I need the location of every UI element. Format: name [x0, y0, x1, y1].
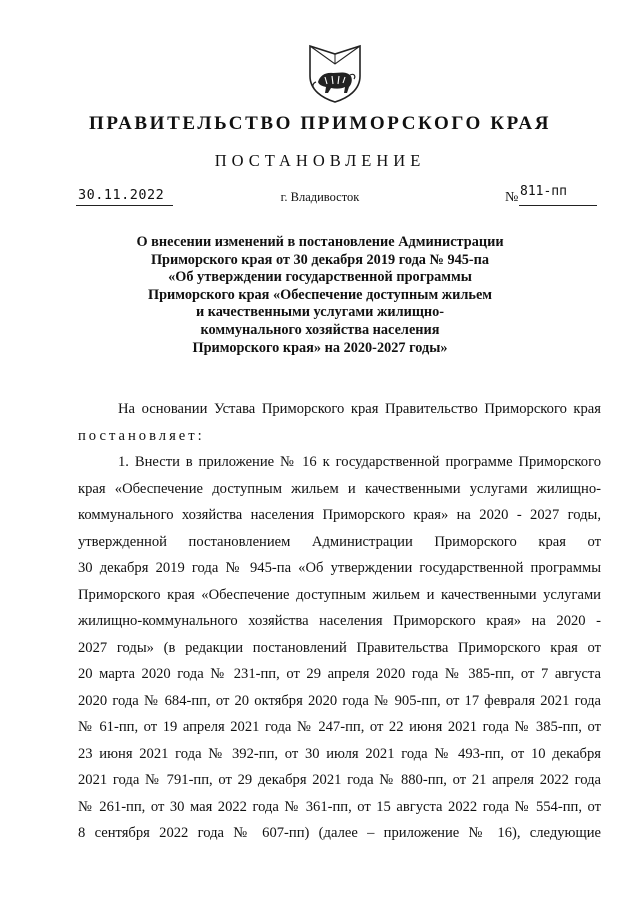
item1-line: 20 марта 2020 года № 231-пп, от 29 апреля 2020 года № 385-пп, от 7 августа	[78, 666, 601, 682]
coat-of-arms-emblem	[306, 42, 364, 104]
document-number: 811-пп	[520, 184, 567, 199]
subject-line: коммунального хозяйства населения	[200, 321, 440, 338]
item1-line: 30 декабря 2019 года № 945-па «Об утверждении государственной программы	[78, 560, 601, 576]
item1-line: 2027 годы» (в редакции постановлений Правительства Приморского края от	[78, 639, 601, 656]
subject-line: Приморского края от 30 декабря 2019 года № 945-па	[150, 251, 490, 268]
number-label: №	[505, 190, 519, 205]
item1-line: края «Обеспечение доступным жильем и качественными услугами жилищно-	[78, 480, 601, 497]
item1-line: 2021 года № 791-пп, от 29 декабря 2021 года № 880-пп, от 21 апреля 2022 года	[78, 772, 601, 788]
preamble-text: На основании Устава Приморского края Правительство Приморского края	[118, 401, 601, 417]
subject-line: Приморского края» на 2020-2027 годы»	[192, 339, 448, 356]
item1-line: 2020 года № 684-пп, от 20 октября 2020 года № 905-пп, от 17 февраля 2021 года	[78, 692, 601, 709]
date-underline	[76, 205, 173, 206]
document-city: г. Владивосток	[280, 190, 360, 204]
item1-line: 1. Внести в приложение № 16 к государственной программе Приморского	[118, 454, 601, 470]
item1-line: жилищно-коммунального хозяйства населения Приморского края» на 2020 -	[78, 613, 601, 629]
item1-line: 23 июня 2021 года № 392-пп, от 30 июля 2021 года № 493-пп, от 10 декабря	[78, 745, 601, 762]
document-date: 30.11.2022	[78, 187, 165, 203]
subject-line: и качественными услугами жилищно-	[195, 304, 445, 321]
document-body	[78, 396, 601, 847]
subject-line: О внесении изменений в постановление Администрации	[136, 234, 504, 250]
item1-line: коммунального хозяйства населения Приморского края» на 2020 - 2027 годы,	[78, 507, 601, 523]
subject-line: «Об утверждении государственной программы	[168, 269, 472, 286]
resolves-word: постановляет:	[78, 427, 205, 444]
item1-line: № 61-пп, от 19 апреля 2021 года № 247-пп, от 22 июня 2021 года № 385-пп, от	[78, 719, 601, 735]
document-subject	[100, 234, 540, 357]
subject-line: Приморского края «Обеспечение доступным жильем	[147, 286, 493, 303]
item1-line: Приморского края «Обеспечение доступным жильем и качественными услугами	[78, 586, 601, 603]
number-underline	[519, 205, 597, 206]
item1-line: № 261-пп, от 30 мая 2022 года № 361-пп, от 15 августа 2022 года № 554-пп, от	[78, 798, 601, 815]
document-type: ПОСТАНОВЛЕНИЕ	[214, 151, 426, 170]
item1-line: утвержденной постановлением Администрации Приморского края от	[78, 533, 601, 550]
item1-line: 8 сентября 2022 года № 607-пп) (далее – приложение № 16), следующие	[78, 825, 601, 841]
government-title: ПРАВИТЕЛЬСТВО ПРИМОРСКОГО КРАЯ	[88, 113, 552, 134]
